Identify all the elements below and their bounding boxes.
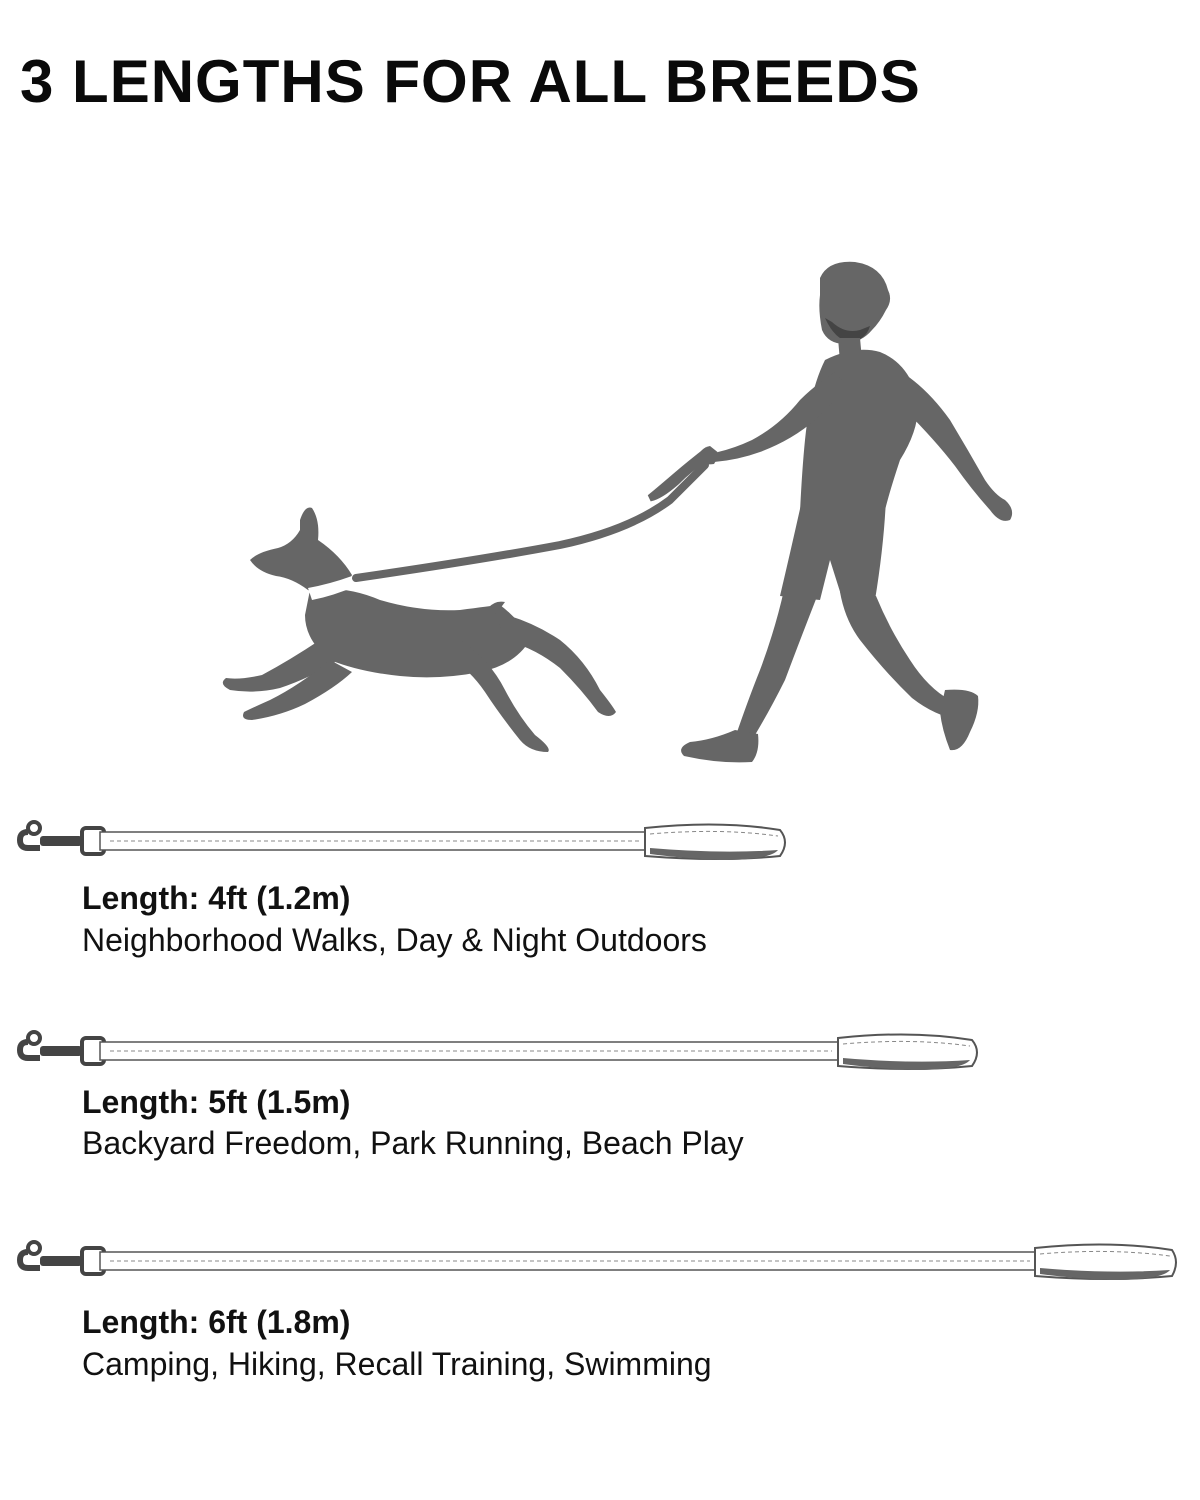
man-back-leg	[735, 590, 818, 738]
man-walking-dog-illustration	[0, 240, 1200, 780]
length-title: Length: 4ft (1.2m)	[82, 880, 351, 916]
leash-6ft-graphic	[0, 1230, 1200, 1290]
snap-hook-icon	[20, 822, 104, 854]
man-back-shoe	[681, 730, 758, 762]
man-right-arm	[895, 368, 1012, 521]
dog-body	[305, 589, 530, 678]
length-uses: Backyard Freedom, Park Running, Beach Play	[82, 1125, 744, 1161]
leash-5ft-graphic	[0, 1020, 1000, 1080]
man-shorts	[780, 498, 886, 600]
length-uses: Camping, Hiking, Recall Training, Swimming	[82, 1346, 712, 1382]
leash-option-5ft	[0, 1020, 1200, 1180]
man-front-shoe	[940, 690, 978, 751]
length-title: Length: 6ft (1.8m)	[82, 1304, 351, 1340]
snap-hook-icon	[20, 1032, 104, 1064]
man-front-leg	[840, 592, 960, 720]
dog-hind-leg-back	[495, 612, 616, 716]
leash-option-4ft	[0, 810, 1200, 970]
scene-leash	[356, 465, 705, 578]
leash-4ft-graphic	[0, 810, 800, 870]
length-uses: Neighborhood Walks, Day & Night Outdoors	[82, 922, 707, 958]
snap-hook-icon	[20, 1242, 104, 1274]
length-title: Length: 5ft (1.5m)	[82, 1084, 351, 1120]
headline: 3 LENGTHS FOR ALL BREEDS	[20, 48, 921, 115]
leash-option-6ft	[0, 1230, 1200, 1390]
